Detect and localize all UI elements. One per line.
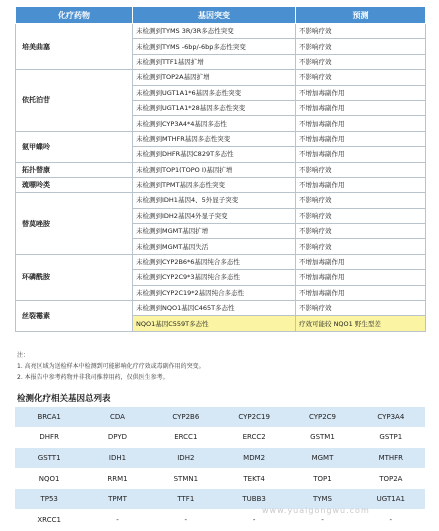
gene-cell: MDM2: [220, 448, 288, 469]
mutation-cell: NQO1基因C559T多态性: [133, 316, 296, 331]
mutation-cell: 未检测到MTHFR基因多态性突变: [133, 131, 296, 146]
gene-cell: -: [83, 509, 151, 530]
gene-cell: GSTT1: [15, 448, 83, 469]
drug-name: 培美曲塞: [16, 24, 133, 70]
table-row: [16, 131, 426, 146]
gene-cell: TPMT: [83, 489, 151, 510]
gene-cell: CYP2B6: [152, 407, 220, 427]
prediction-cell: 不增加毒副作用: [296, 85, 426, 100]
mutation-cell: 未检测到TOP1(TOPO I)基因扩增: [133, 162, 296, 177]
prediction-cell: 不增加毒副作用: [296, 254, 426, 269]
table-row: [16, 193, 426, 208]
prediction-cell: 不影响疗效: [296, 208, 426, 223]
gene-list-title: 检测化疗相关基因总列表: [17, 394, 111, 404]
gene-cell: -: [152, 509, 220, 530]
table-row: [16, 162, 426, 177]
gene-cell: ERCC2: [220, 427, 288, 448]
notes: [17, 350, 205, 383]
table-row: [16, 70, 426, 85]
header-drug: 化疗药物: [16, 7, 133, 24]
gene-cell: TP53: [15, 489, 83, 510]
gene-cell: TTF1: [152, 489, 220, 510]
gene-cell: TYMS: [288, 489, 356, 510]
table-body: [16, 24, 426, 332]
gene-cell: -: [357, 509, 425, 530]
prediction-cell: 不影响疗效: [296, 301, 426, 316]
mutation-cell: 未检测到UGT1A1*28基因多态性突变: [133, 100, 296, 115]
mutation-cell: 未检测到NQO1基因C465T多态性: [133, 301, 296, 316]
mutation-cell: 未检测到IDH2基因4外显子突变: [133, 208, 296, 223]
gene-cell: CDA: [83, 407, 151, 427]
note-line-2: 2. 本报告中参考药物并非我司推荐用药，仅供医生参考。: [17, 374, 169, 381]
gene-cell: IDH1: [83, 448, 151, 469]
gene-cell: ERCC1: [152, 427, 220, 448]
mutation-cell: 未检测到UGT1A1*6基因多态性突变: [133, 85, 296, 100]
mutation-cell: 未检测到CYP2C9*3基因纯合多态性: [133, 270, 296, 285]
gene-cell: -: [288, 509, 356, 530]
mutation-cell: 未检测到CYP2C19*2基因纯合多态性: [133, 285, 296, 300]
drug-name: 依托泊苷: [16, 70, 133, 132]
prediction-cell: 不影响疗效: [296, 239, 426, 254]
mutation-cell: 未检测到MGMT基因扩增: [133, 224, 296, 239]
gene-cell: DPYD: [83, 427, 151, 448]
drug-name: 丝裂霉素: [16, 301, 133, 332]
gene-cell: UGT1A1: [357, 489, 425, 510]
mutation-cell: 未检测到TYMS 3R/3R多态性突变: [133, 24, 296, 39]
mutation-cell: 未检测到CYP2B6*6基因纯合多态性: [133, 254, 296, 269]
notes-title: 注：: [17, 352, 30, 359]
gene-cell: CYP2C19: [220, 407, 288, 427]
table-row: [16, 301, 426, 316]
prediction-cell: 不增加毒副作用: [296, 285, 426, 300]
prediction-cell: 不影响疗效: [296, 24, 426, 39]
prediction-cell: 不影响疗效: [296, 54, 426, 69]
note-line-1: 1. 高亮区域为送检样本中检测到可能影响化疗疗效或毒副作用的突变。: [17, 363, 205, 370]
gene-cell: MGMT: [288, 448, 356, 469]
prediction-cell: 不增加毒副作用: [296, 100, 426, 115]
gene-row: [15, 407, 425, 427]
gene-cell: BRCA1: [15, 407, 83, 427]
prediction-cell: 不影响疗效: [296, 39, 426, 54]
header-prediction: 预测: [296, 7, 426, 24]
table-row: [16, 24, 426, 39]
gene-cell: NQO1: [15, 468, 83, 489]
mutation-cell: 未检测到TPMT基因多态性突变: [133, 177, 296, 192]
prediction-cell: 不影响疗效: [296, 162, 426, 177]
mutation-cell: 未检测到MGMT基因失活: [133, 239, 296, 254]
gene-cell: DHFR: [15, 427, 83, 448]
header-mutation: 基因突变: [133, 7, 296, 24]
gene-cell: TOP2A: [357, 468, 425, 489]
table-header-row: [16, 7, 426, 24]
drug-name: 氨甲蝶呤: [16, 131, 133, 162]
gene-cell: IDH2: [152, 448, 220, 469]
gene-cell: GSTM1: [288, 427, 356, 448]
prediction-cell: 不影响疗效: [296, 224, 426, 239]
gene-cell: CYP3A4: [357, 407, 425, 427]
chemo-drug-table: [15, 6, 426, 332]
gene-cell: -: [220, 509, 288, 530]
drug-name: 环磷酰胺: [16, 254, 133, 300]
mutation-cell: 未检测到TTF1基因扩增: [133, 54, 296, 69]
gene-cell: RRM1: [83, 468, 151, 489]
prediction-cell: 不增加毒副作用: [296, 147, 426, 162]
prediction-cell: 不影响疗效: [296, 193, 426, 208]
gene-cell: MTHFR: [357, 448, 425, 469]
gene-row: [15, 468, 425, 489]
prediction-cell: 不增加毒副作用: [296, 177, 426, 192]
drug-name: 拓扑替康: [16, 162, 133, 177]
mutation-cell: 未检测到TOP2A基因扩增: [133, 70, 296, 85]
gene-row: [15, 448, 425, 469]
mutation-cell: 未检测到DHFR基因C829T多态性: [133, 147, 296, 162]
drug-name: 替莫唑胺: [16, 193, 133, 255]
gene-cell: TUBB3: [220, 489, 288, 510]
table-row: [16, 177, 426, 192]
gene-row: [15, 427, 425, 448]
gene-cell: TOP1: [288, 468, 356, 489]
mutation-cell: 未检测到IDH1基因4、5外显子突变: [133, 193, 296, 208]
mutation-cell: 未检测到CYP3A4*4基因多态性: [133, 116, 296, 131]
gene-cell: XRCC1: [15, 509, 83, 530]
gene-cell: GSTP1: [357, 427, 425, 448]
prediction-cell: 疗效可能较 NQO1 野生型差: [296, 316, 426, 331]
watermark: www.yuaigongwu.com: [262, 506, 370, 515]
prediction-cell: 不增加毒副作用: [296, 270, 426, 285]
gene-cell: CYP2C9: [288, 407, 356, 427]
prediction-cell: 不增加毒副作用: [296, 131, 426, 146]
prediction-cell: 不增加毒副作用: [296, 116, 426, 131]
prediction-cell: 不影响疗效: [296, 70, 426, 85]
gene-cell: TEKT4: [220, 468, 288, 489]
drug-name: 巯嘌呤类: [16, 177, 133, 192]
table-row: [16, 254, 426, 269]
mutation-cell: 未检测到TYMS -6bp/-6bp多态性突变: [133, 39, 296, 54]
gene-cell: STMN1: [152, 468, 220, 489]
